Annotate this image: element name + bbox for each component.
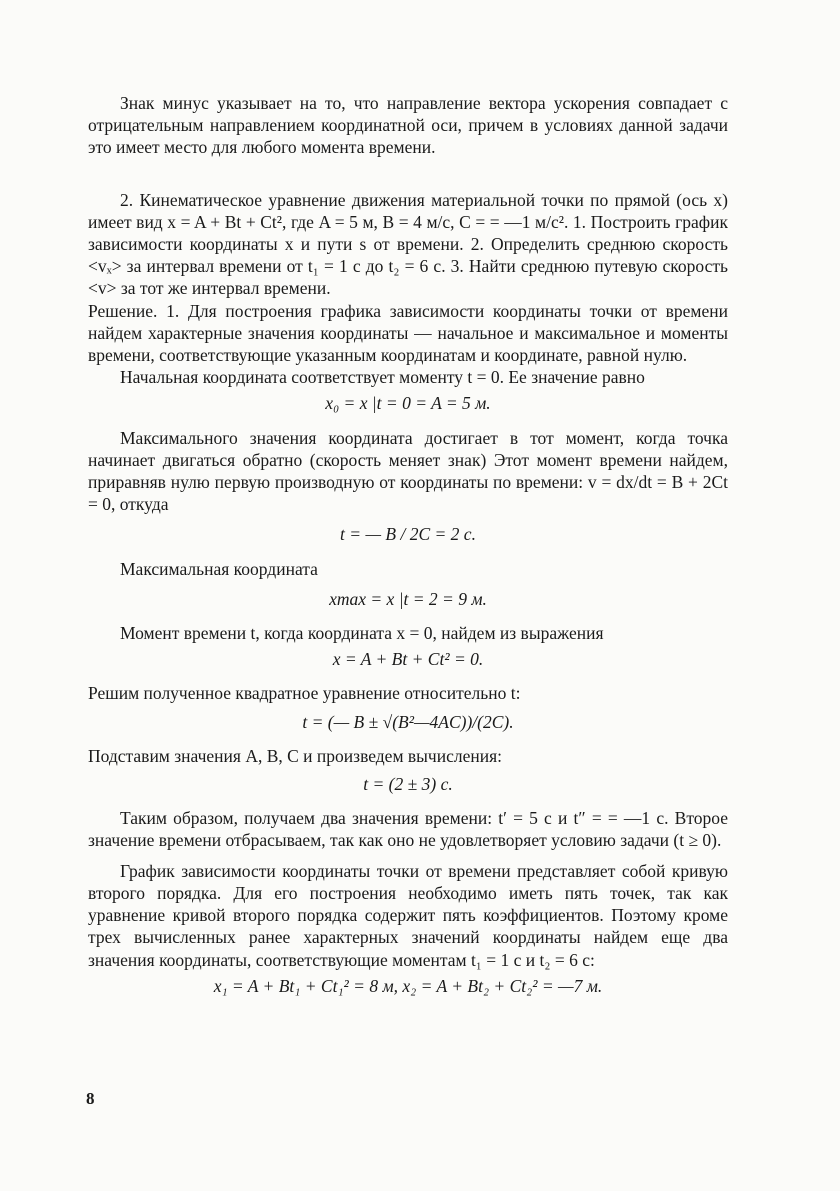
formula-x-max: xmax = x |t = 2 = 9 м. [329,588,487,609]
solution-intro: Решение. 1. Для построения графика зависимости координаты точки от времени найдем характерные значения координаты — начальное и максимальное и моменты времени, соответствующие указанным координатам и координате, равной нулю. [88,300,728,366]
solution-initial-coordinate: Начальная координата соответствует моменту t = 0. Ее значение равно [120,367,645,388]
solution-substitute: Подставим значения A, B, C и произведем вычисления: [88,745,502,766]
formula-t-values: t = (2 ± 3) с. [363,774,453,795]
solution-zero-time: Момент времени t, когда координата x = 0, найдем из выражения [120,623,604,644]
formula-x-zero: x = A + Bt + Ct² = 0. [332,649,484,670]
formula-x1-x2: x₁ = A + Bt₁ + Ct₁² = 8 м, x₂ = A + Bt₂ + Ct₂² = —7 м. [213,975,603,996]
page-number: 8 [86,1089,95,1108]
problem-statement: 2. Кинематическое уравнение движения материальной точки по прямой (ось x) имеет вид x = A + Bt + Ct², где A = 5 м, B = 4 м/с, C = = —1 м/с². 1. Построить график зависимости координаты x и пути s от времени. 2. Определить среднюю скорость <vₓ> за интервал времени от t₁ = 1 с до t₂ = 6 с. 3. Найти среднюю путевую скорость <v> за тот же интервал времени. [88,189,728,299]
solution-quadratic: Решим полученное квадратное уравнение относительно t: [88,683,521,704]
solution-graph-description: График зависимости координаты точки от времени представляет собой кривую второго порядка. Для его построения необходимо иметь пять точек, так как уравнение кривой второго порядка содержит пять коэффициентов. Поэтому кроме трех вычисленных ранее характерных значений координаты найдем еще два значения координаты, соответствующие моментам t₁ = 1 с и t₂ = 6 с: [88,860,728,970]
text-column [88,92,728,997]
solution-two-times: Таким образом, получаем два значения времени: t′ = 5 с и t″ = = —1 с. Второе значение времени отбрасываем, так как оно не удовлетворяет условию задачи (t ≥ 0). [88,808,728,851]
formula-t-max: t = — B / 2C = 2 с. [340,524,476,545]
formula-x0: x₀ = x |t = 0 = A = 5 м. [325,393,491,414]
solution-max-time: Максимального значения координата достигает в тот момент, когда точка начинает двигаться обратно (скорость меняет знак) Этот момент времени найдем, приравняв нулю первую производную от координаты по времени: v = dx/dt = B + 2Ct = 0, откуда [88,427,728,515]
solution-max-coordinate-label: Максимальная координата [120,558,318,579]
formula-quadratic-root: t = (— B ± √(B²—4AC))/(2C). [302,711,514,732]
intro-paragraph: Знак минус указывает на то, что направление вектора ускорения совпадает с отрицательным направлением координатной оси, причем в условиях данной задачи это имеет место для любого момента времени. [88,93,728,158]
